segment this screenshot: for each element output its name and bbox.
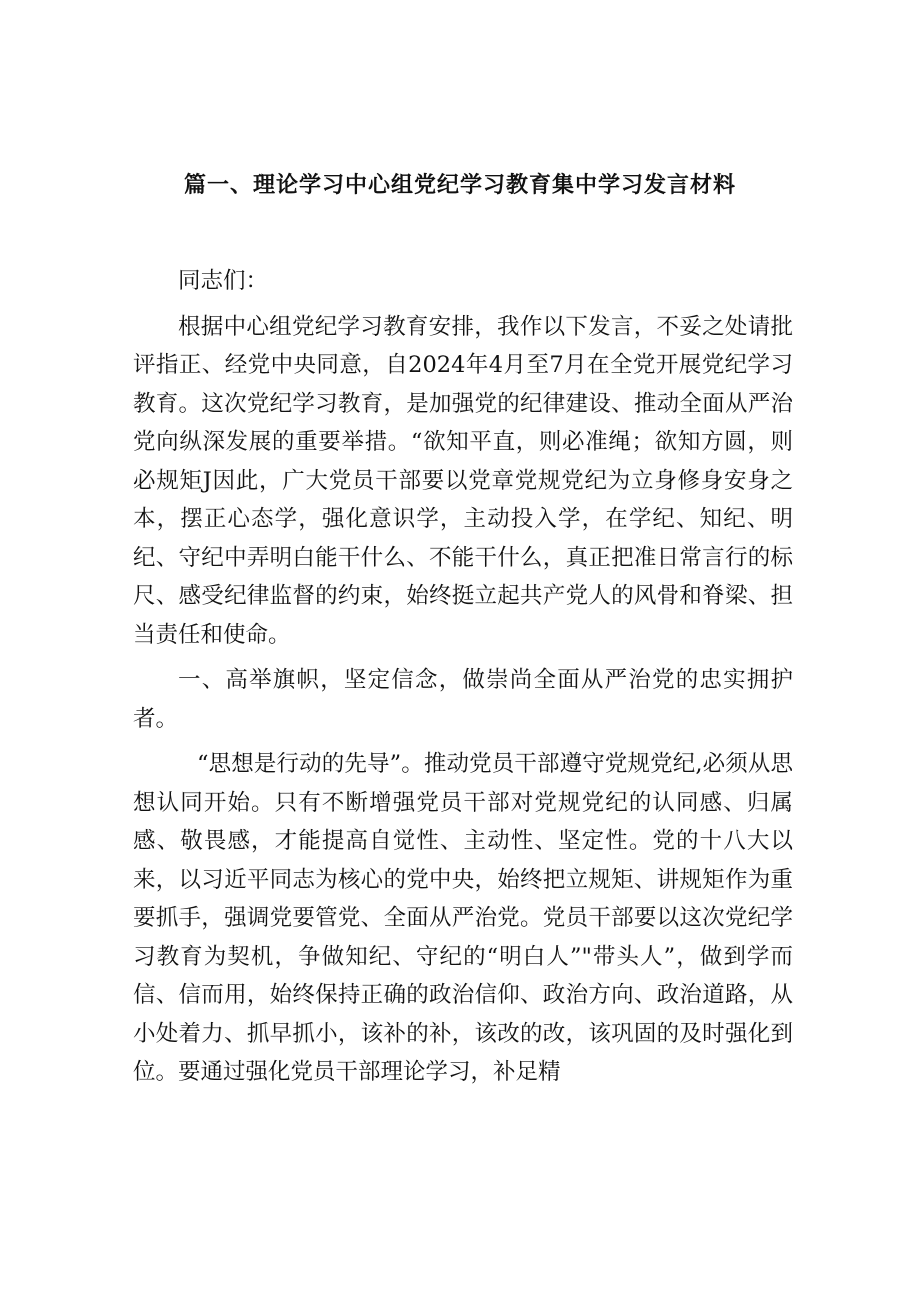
paragraph-intro: 根据中心组党纪学习教育安排，我作以下发言，不妥之处请批评指正、经党中央同意，自2024年4月至7月在全党开展党纪学习教育。这次党纪学习教育，是加强党的纪律建设、推动全面从严治党向纵深发展的重要举措。“欲知平直，则必准绳；欲知方圆，则必规矩J因此，广大党员干部要以党章党规党纪为立身修身安身之本，摆正心态学，强化意识学，主动投入学，在学纪、知纪、明纪、守纪中弄明白能干什么、不能干什么，真正把准日常言行的标尺、感受纪律监督的约束，始终挺立起共产党人的风骨和脊梁、担当责任和使命。	[133, 313, 793, 648]
section-heading-1: 一、高举旗帜，坚定信念，做崇尚全面从严治党的忠实拥护者。	[133, 667, 793, 732]
document-title: 篇一、理论学习中心组党纪学习教育集中学习发言材料	[183, 173, 736, 198]
document-body	[133, 262, 793, 1099]
salutation: 同志们：	[178, 268, 269, 294]
paragraph-section-1: “思想是行动的先导”。推动党员干部遵守党规党纪,必须从思想认同开始。只有不断增强党员干部对党规党纪的认同感、归属感、敬畏感，才能提高自觉性、主动性、坚定性。党的十八大以来，以习近平同志为核心的党中央，始终把立规矩、讲规矩作为重要抓手，强调党要管党、全面从严治党。党员干部要以这次党纪学习教育为契机，争做知纪、守纪的“明白人”"带头人”，做到学而信、信而用，始终保持正确的政治信仰、政治方向、政治道路，从小处着力、抓早抓小，该补的补，该改的改，该巩固的及时强化到位。要通过强化党员干部理论学习，补足精	[133, 751, 793, 1085]
